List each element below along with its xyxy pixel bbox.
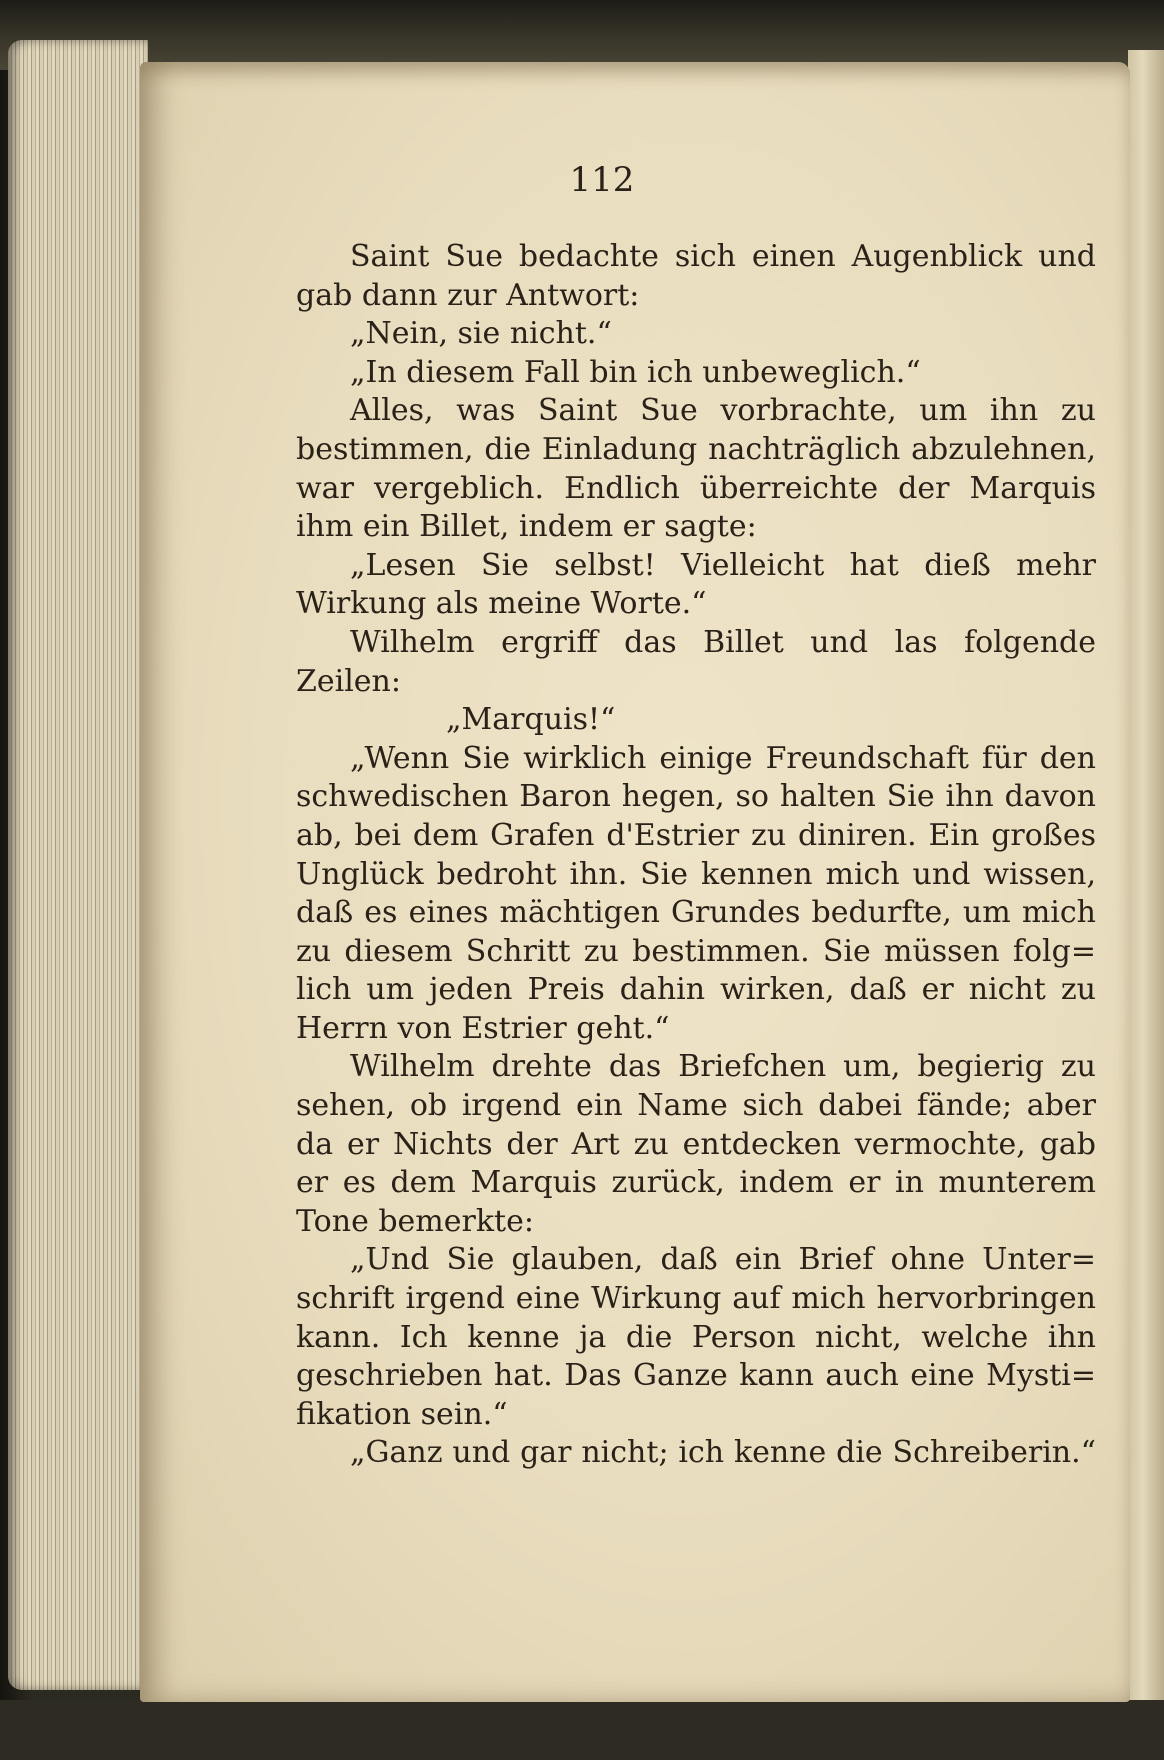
text-line: „Und Sie glauben, daß ein Brief ohne Unter= xyxy=(350,1242,1096,1278)
text-line: „Lesen Sie selbst! Vielleicht hat dieß mehr xyxy=(350,547,1096,583)
text-line: war vergeblich. Endlich überreichte der Marquis xyxy=(296,470,1096,506)
book-binding-bottom xyxy=(0,1700,1164,1760)
text-line: „Wenn Sie wirklich einige Freundschaft für den xyxy=(350,740,1096,776)
text-line: Wilhelm drehte das Briefchen um, begierig zu xyxy=(350,1049,1096,1085)
book-binding-top xyxy=(0,0,1164,70)
text-line: kann. Ich kenne ja die Person nicht, welche ihn xyxy=(296,1319,1096,1355)
text-line: lich um jeden Preis dahin wirken, daß er nicht zu xyxy=(296,972,1096,1008)
text-line: geschrieben hat. Das Ganze kann auch eine Mysti= xyxy=(296,1358,1096,1394)
text-line: sehen, ob irgend ein Name sich dabei fände; aber xyxy=(296,1088,1096,1124)
text-line: fikation sein.“ xyxy=(296,1396,508,1432)
text-line: Tone bemerkte: xyxy=(296,1203,534,1239)
page-number: 112 xyxy=(569,160,635,200)
text-line: Unglück bedroht ihn. Sie kennen mich und wissen, xyxy=(296,856,1096,892)
text-line: schrift irgend eine Wirkung auf mich hervorbringen xyxy=(296,1281,1096,1317)
text-line: „Marquis!“ xyxy=(446,702,616,738)
text-line: Herrn von Estrier geht.“ xyxy=(296,1010,670,1046)
text-line: gab dann zur Antwort: xyxy=(296,277,640,313)
text-line: „In diesem Fall bin ich unbeweglich.“ xyxy=(350,354,921,390)
text-line: Wilhelm ergriff das Billet und las folgende xyxy=(350,624,1096,660)
text-line: Alles, was Saint Sue vorbrachte, um ihn zu xyxy=(350,393,1096,429)
right-page-edge xyxy=(1128,50,1164,1710)
text-line: er es dem Marquis zurück, indem er in munterem xyxy=(296,1165,1096,1201)
body-text xyxy=(296,238,1096,1473)
text-line: ihm ein Billet, indem er sagte: xyxy=(296,509,757,545)
text-line: bestimmen, die Einladung nachträglich abzulehnen, xyxy=(296,431,1096,467)
text-line: Zeilen: xyxy=(296,663,401,699)
text-line: „Nein, sie nicht.“ xyxy=(350,316,612,352)
stacked-page-edges xyxy=(8,40,148,1690)
text-line: zu diesem Schritt zu bestimmen. Sie müssen folg= xyxy=(296,933,1096,969)
text-line: daß es eines mächtigen Grundes bedurfte, um mich xyxy=(296,895,1096,931)
text-line: Wirkung als meine Worte.“ xyxy=(296,586,707,622)
text-line: „Ganz und gar nicht; ich kenne die Schreiberin.“ xyxy=(350,1435,1096,1471)
text-line: schwedischen Baron hegen, so halten Sie ihn davon xyxy=(296,779,1096,815)
text-line: Saint Sue bedachte sich einen Augenblick und xyxy=(350,239,1096,274)
text-line: da er Nichts der Art zu entdecken vermochte, gab xyxy=(296,1126,1096,1162)
text-line: ab, bei dem Grafen d'Estrier zu diniren. Ein großes xyxy=(296,817,1096,853)
